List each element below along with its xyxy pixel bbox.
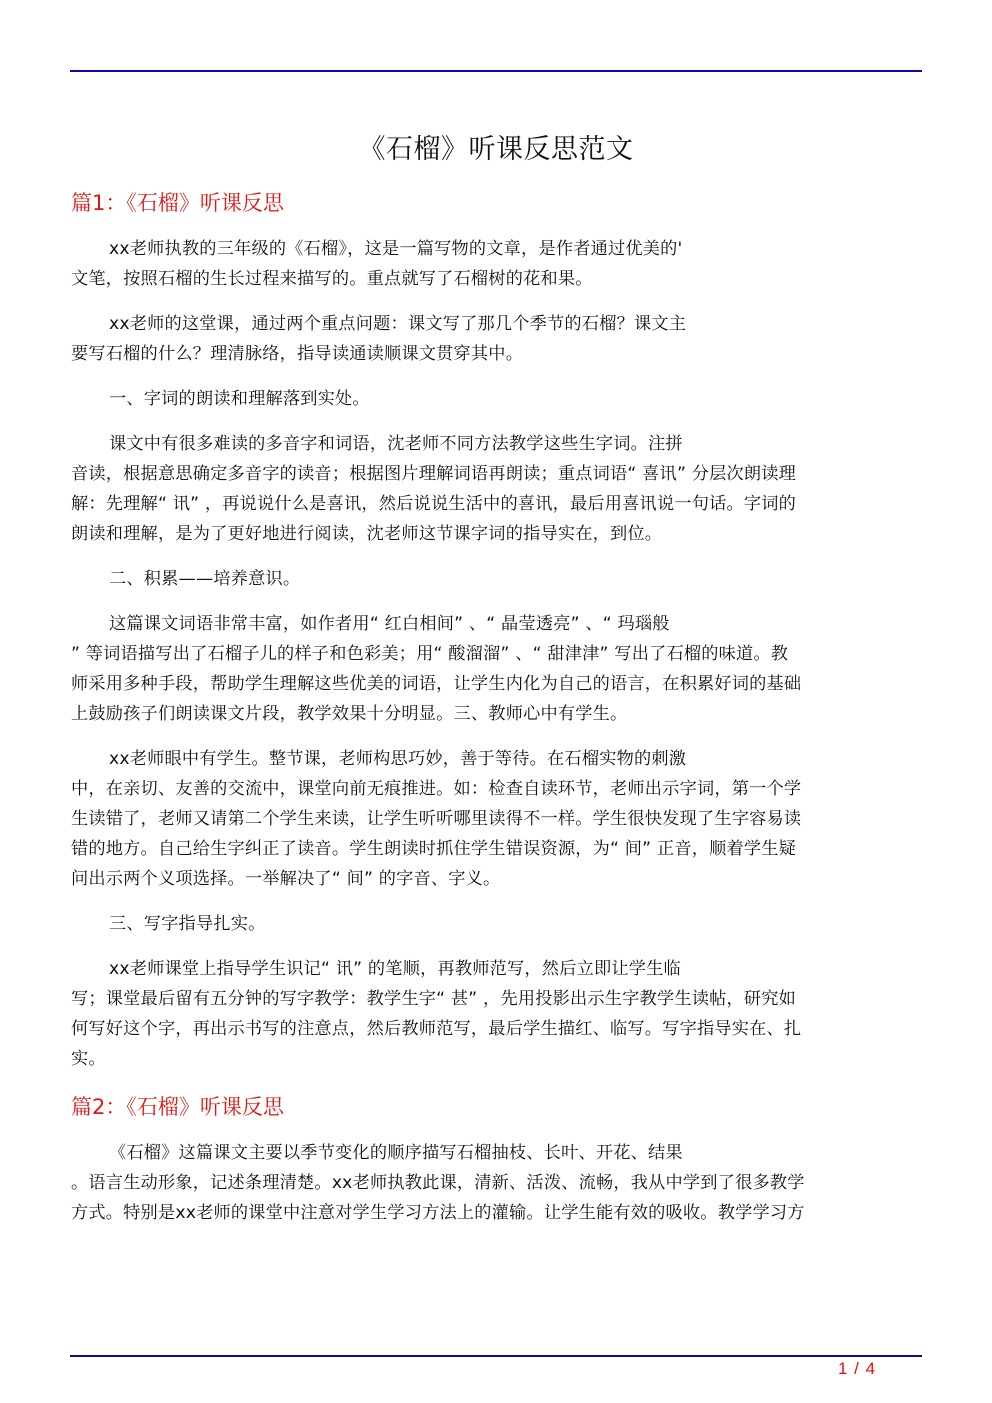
text-line: 文笔，按照石榴的生长过程来描写的。重点就写了石榴树的花和果。 xyxy=(71,269,593,289)
header-rule xyxy=(70,70,922,72)
text-line: ” 等词语描写出了石榴子儿的样子和色彩美；用“ 酸溜溜” 、“ 甜津津” 写出了石榴的味道。教 xyxy=(71,644,789,664)
text-line: 朗读和理解，是为了更好地进行阅读，沈老师这节课字词的指导实在，到位。 xyxy=(71,524,663,544)
paragraph xyxy=(71,954,913,1074)
text-line: xx老师课堂上指导学生识记“ 讯” 的笔顺，再教师范写，然后立即让学生临 xyxy=(109,959,681,979)
text-line: 问出示两个义项选择。一举解决了“ 间” 的字音、字义。 xyxy=(71,869,501,889)
text-line: 要写石榴的什么？理清脉络，指导读通读顺课文贯穿其中。 xyxy=(71,344,524,364)
text-line: 一、字词的朗读和理解落到实处。 xyxy=(109,389,370,409)
text-line: 二、积累——培养意识。 xyxy=(109,569,301,589)
section-heading-1: 篇1：《石榴》听课反思 xyxy=(71,191,284,215)
paragraph xyxy=(71,1138,913,1228)
subheading-paragraph xyxy=(71,564,913,594)
text-line: 师采用多种手段，帮助学生理解这些优美的词语，让学生内化为自己的语言，在积累好词的基础 xyxy=(71,674,802,694)
text-line: 这篇课文词语非常丰富，如作者用“ 红白相间” 、“ 晶莹透亮” 、“ 玛瑙般 xyxy=(109,614,670,634)
text-line: 写；课堂最后留有五分钟的写字教学：教学生字“ 甚” ，先用投影出示生字教学生读帖，研究如 xyxy=(71,989,797,1009)
text-line: xx老师眼中有学生。整节课，老师构思巧妙，善于等待。在石榴实物的刺激 xyxy=(109,749,687,769)
text-line: 错的地方。自己给生字纠正了读音。学生朗读时抓住学生错误资源，为“ 间” 正音，顺着学生疑 xyxy=(71,839,797,859)
document-title: 《石榴》听课反思范文 xyxy=(358,134,634,165)
section-heading-2: 篇2：《石榴》听课反思 xyxy=(71,1095,284,1119)
text-line: 何写好这个字，再出示书写的注意点，然后教师范写，最后学生描红、临写。写字指导实在、扎 xyxy=(71,1019,802,1039)
document-body xyxy=(71,186,913,1243)
text-line: 音读，根据意思确定多音字的读音；根据图片理解词语再朗读；重点词语“ 喜讯” 分层次朗读理 xyxy=(71,464,797,484)
text-line: 解：先理解“ 讯” ，再说说什么是喜讯，然后说说生活中的喜讯，最后用喜讯说一句话。字词的 xyxy=(71,494,797,514)
paragraph xyxy=(71,309,913,369)
subheading-paragraph xyxy=(71,384,913,414)
text-line: 实。 xyxy=(71,1049,106,1069)
text-line: xx老师执教的三年级的《石榴》，这是一篇写物的文章，是作者通过优美的' xyxy=(109,239,683,259)
text-line: 课文中有很多难读的多音字和词语，沈老师不同方法教学这些生字词。注拼 xyxy=(109,434,683,454)
text-line: 中，在亲切、友善的交流中，课堂向前无痕推进。如：检查自读环节，老师出示字词，第一个学 xyxy=(71,779,802,799)
subheading-paragraph xyxy=(71,909,913,939)
text-line: 。语言生动形象，记述条理清楚。xx老师执教此课，清新、活泼、流畅，我从中学到了很多教学 xyxy=(71,1173,805,1193)
paragraph xyxy=(71,429,913,549)
paragraph xyxy=(71,609,913,729)
paragraph xyxy=(71,234,913,294)
text-line: 三、写字指导扎实。 xyxy=(109,914,266,934)
paragraph xyxy=(71,744,913,894)
text-line: 生读错了，老师又请第二个学生来读，让学生听听哪里读得不一样。学生很快发现了生字容易读 xyxy=(71,809,802,829)
text-line: xx老师的这堂课，通过两个重点问题：课文写了那几个季节的石榴？课文主 xyxy=(109,314,687,334)
footer-rule xyxy=(70,1355,922,1357)
text-line: 上鼓励孩子们朗读课文片段，教学效果十分明显。三、教师心中有学生。 xyxy=(71,704,628,724)
text-line: 《石榴》这篇课文主要以季节变化的顺序描写石榴抽枝、长叶、开花、结果 xyxy=(109,1143,683,1163)
text-line: 方式。特别是xx老师的课堂中注意对学生学习方法上的灌输。让学生能有效的吸收。教学学习方 xyxy=(71,1203,805,1223)
page-number: 1 / 4 xyxy=(838,1359,877,1378)
